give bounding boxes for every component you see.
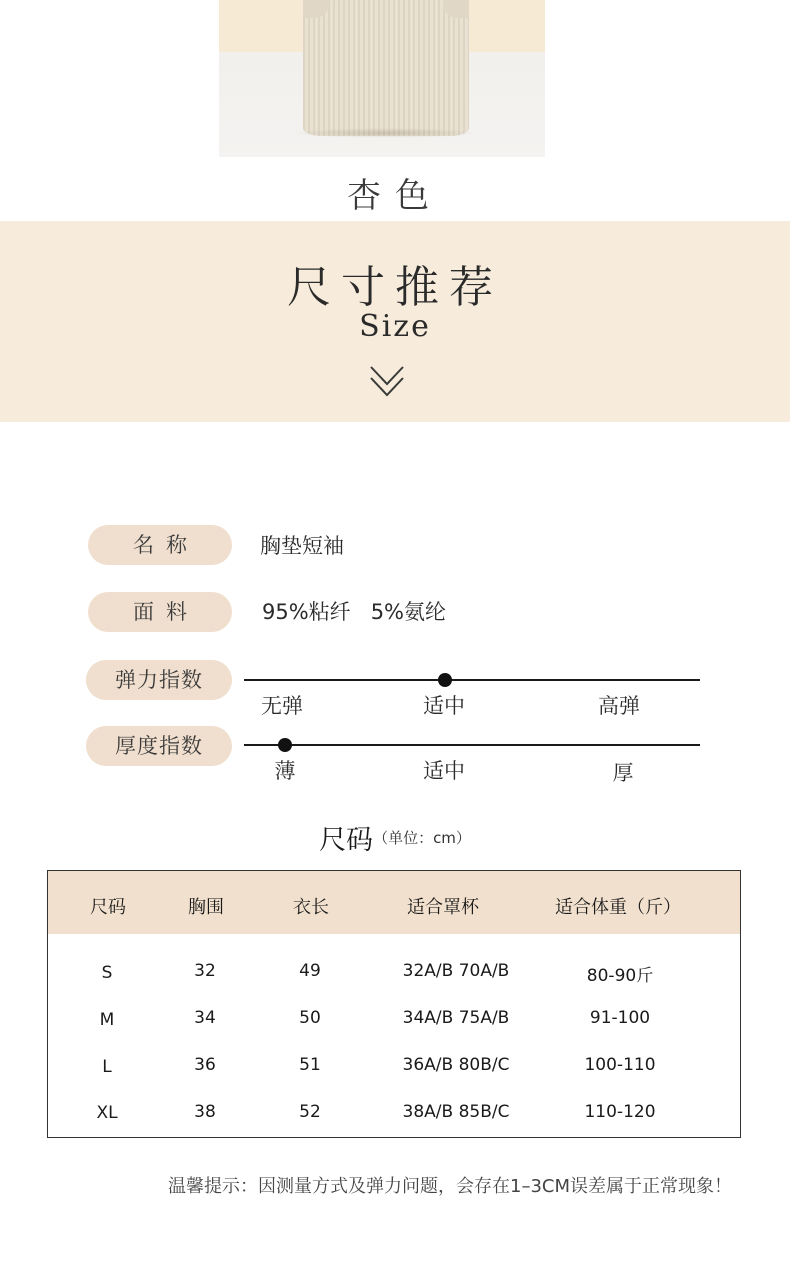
- thickness-label: 厚度指数: [86, 726, 232, 766]
- cell-bust: 36: [194, 1055, 216, 1075]
- name-label: 名称: [88, 525, 232, 565]
- thickness-scale-mid: 适中: [423, 759, 465, 783]
- cell-size: L: [102, 1057, 112, 1077]
- product-photo: [219, 0, 545, 157]
- elasticity-scale-low: 无弹: [261, 694, 303, 718]
- cell-weight: 91-100: [589, 1008, 651, 1028]
- cell-length: 51: [299, 1055, 321, 1075]
- cell-cup: 36A/B 80B/C: [402, 1055, 510, 1075]
- name-value: 胸垫短袖: [260, 534, 344, 558]
- header-length: 衣长: [293, 897, 329, 918]
- header-cup: 适合罩杯: [407, 897, 479, 918]
- banner-subtitle: Size: [359, 309, 431, 344]
- size-table: [47, 870, 741, 1138]
- header-weight: 适合体重（斤）: [555, 897, 681, 918]
- cell-weight: 110-120: [584, 1102, 656, 1122]
- cell-size: M: [99, 1010, 115, 1030]
- thickness-indicator: [278, 738, 292, 752]
- cell-cup: 38A/B 85B/C: [402, 1102, 510, 1122]
- size-table-title: [0, 818, 790, 857]
- header-size: 尺码: [90, 897, 126, 918]
- cell-weight: 100-110: [584, 1055, 656, 1075]
- size-table-header: [48, 871, 740, 934]
- color-caption: 杏色: [347, 176, 443, 216]
- fabric-label: 面料: [88, 592, 232, 632]
- cell-bust: 32: [194, 961, 216, 981]
- elasticity-indicator: [438, 673, 452, 687]
- cell-length: 49: [299, 961, 321, 981]
- thickness-scale-high: 厚: [612, 761, 634, 785]
- thickness-scale-low: 薄: [274, 759, 296, 783]
- elasticity-label: 弹力指数: [86, 660, 232, 700]
- banner-title: 尺寸推荐: [287, 262, 503, 313]
- cell-cup: 34A/B 75A/B: [402, 1008, 510, 1028]
- size-banner: [0, 221, 790, 422]
- measurement-note: 温馨提示：因测量方式及弹力问题，会存在1–3CM误差属于正常现象！: [168, 1176, 732, 1197]
- elasticity-scale-line: [244, 679, 700, 681]
- thickness-scale-line: [244, 744, 700, 746]
- elasticity-scale-high: 高弹: [598, 694, 640, 718]
- cell-cup: 32A/B 70A/B: [402, 961, 510, 981]
- double-chevron-down-icon: [369, 364, 405, 398]
- size-table-unit: （单位：cm）: [373, 829, 471, 847]
- fabric-value: 95%粘纤 5%氨纶: [262, 600, 447, 624]
- cell-weight: 80-90斤: [586, 966, 654, 986]
- cell-bust: 38: [194, 1102, 216, 1122]
- header-bust: 胸围: [188, 897, 224, 918]
- cell-size: S: [101, 963, 113, 983]
- cell-length: 50: [299, 1008, 321, 1028]
- cell-length: 52: [299, 1102, 321, 1122]
- cell-bust: 34: [194, 1008, 216, 1028]
- shirt-shadow: [291, 128, 481, 138]
- size-table-title-text: 尺码: [319, 825, 374, 856]
- cell-size: XL: [96, 1103, 118, 1123]
- shirt-image: [303, 0, 469, 136]
- elasticity-scale-mid: 适中: [423, 694, 465, 718]
